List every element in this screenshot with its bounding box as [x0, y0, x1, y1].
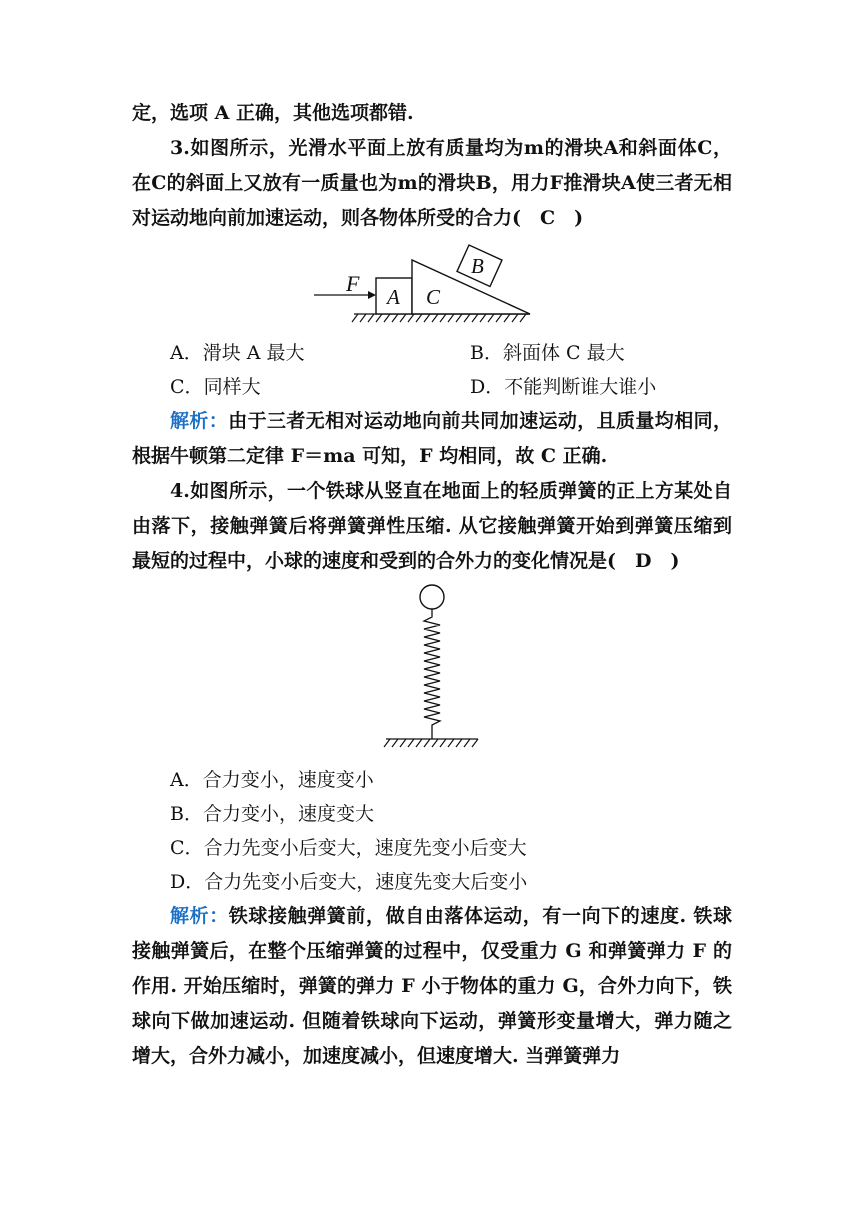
iron-ball: [420, 585, 444, 609]
q3-option-a: A．滑块 A 最大: [170, 342, 305, 364]
option-letter: D: [470, 376, 486, 398]
option-text: 合力先变小后变大，速度先变小后变大: [203, 837, 527, 859]
option-letter: C: [170, 376, 185, 398]
previous-answer-tail: 定，选项 A 正确，其他选项都错.: [132, 102, 414, 124]
option-text: 同样大: [203, 376, 261, 398]
ground-hatch: [384, 739, 478, 747]
q4-option-b: B．合力变小，速度变大: [170, 803, 374, 825]
document-page: [132, 96, 732, 1074]
question-3-analysis: [132, 404, 732, 474]
question-4-figure: [382, 583, 482, 755]
question-3-options: [132, 336, 732, 404]
option-text: 滑块 A 最大: [202, 342, 305, 364]
q3-option-b: B．斜面体 C 最大: [470, 342, 625, 364]
option-letter: B: [470, 342, 484, 364]
question-3-stem: 3.如图所示，光滑水平面上放有质量均为m的滑块A和斜面体C，在C的斜面上又放有一质量也为m的滑块B，用力F推滑块A使三者无相对运动地向前加速运动，则各物体所受的合力( C ): [132, 137, 732, 229]
block-B-label: B: [471, 254, 484, 278]
option-letter: C: [170, 837, 185, 859]
ground-hatch: [352, 314, 530, 322]
option-letter: A: [170, 342, 184, 364]
wedge-C-label: C: [426, 285, 441, 309]
q4-option-d: D．合力先变小后变大，速度先变大后变小: [170, 871, 528, 893]
option-text: 斜面体 C 最大: [502, 342, 625, 364]
analysis-label: 解析：: [170, 905, 229, 927]
analysis-text: 铁球接触弹簧前，做自由落体运动，有一向下的速度. 铁球接触弹簧后，在整个压缩弹簧的过程中，仅受重力 G 和弹簧弹力 F 的作用. 开始压缩时，弹簧的弹力 F 小于物体的重力 G，合外力向下，铁球向下做加速运动. 但随着铁球向下运动，弹簧形变量增大，弹力随之增大，合外力减小，加速度减小，但速度增大. 当弹簧弹力: [132, 905, 732, 1067]
q3-option-c: C．同样大: [170, 376, 261, 398]
option-text: 合力先变小后变大，速度先变大后变小: [204, 871, 528, 893]
option-letter: B: [170, 803, 184, 825]
option-text: 合力变小，速度变大: [202, 803, 374, 825]
question-4-options: [132, 763, 732, 899]
q3-option-d: D．不能判断谁大谁小: [470, 376, 657, 398]
analysis-text: 由于三者无相对运动地向前共同加速运动，且质量均相同，根据牛顿第二定律 F＝ma 可知，F 均相同，故 C 正确.: [132, 410, 732, 467]
spring-coil: [424, 609, 440, 739]
option-text: 不能判断谁大谁小: [504, 376, 657, 398]
question-3-figure: [312, 244, 552, 330]
option-text: 合力变小，速度变小: [202, 769, 374, 791]
block-A-label: A: [387, 285, 400, 309]
force-label-F: F: [346, 271, 360, 296]
q4-option-c: C．合力先变小后变大，速度先变小后变大: [170, 837, 527, 859]
question-4-stem: 4.如图所示，一个铁球从竖直在地面上的轻质弹簧的正上方某处自由落下，接触弹簧后将弹簧弹性压缩. 从它接触弹簧开始到弹簧压缩到最短的过程中，小球的速度和受到的合外力的变化情况是( D ): [132, 480, 732, 572]
option-letter: A: [170, 769, 184, 791]
option-letter: D: [170, 871, 186, 893]
analysis-label: 解析：: [170, 410, 229, 432]
q4-option-a: A．合力变小，速度变小: [170, 769, 374, 791]
question-4-analysis: [132, 899, 732, 1074]
force-arrowhead: [368, 291, 376, 299]
